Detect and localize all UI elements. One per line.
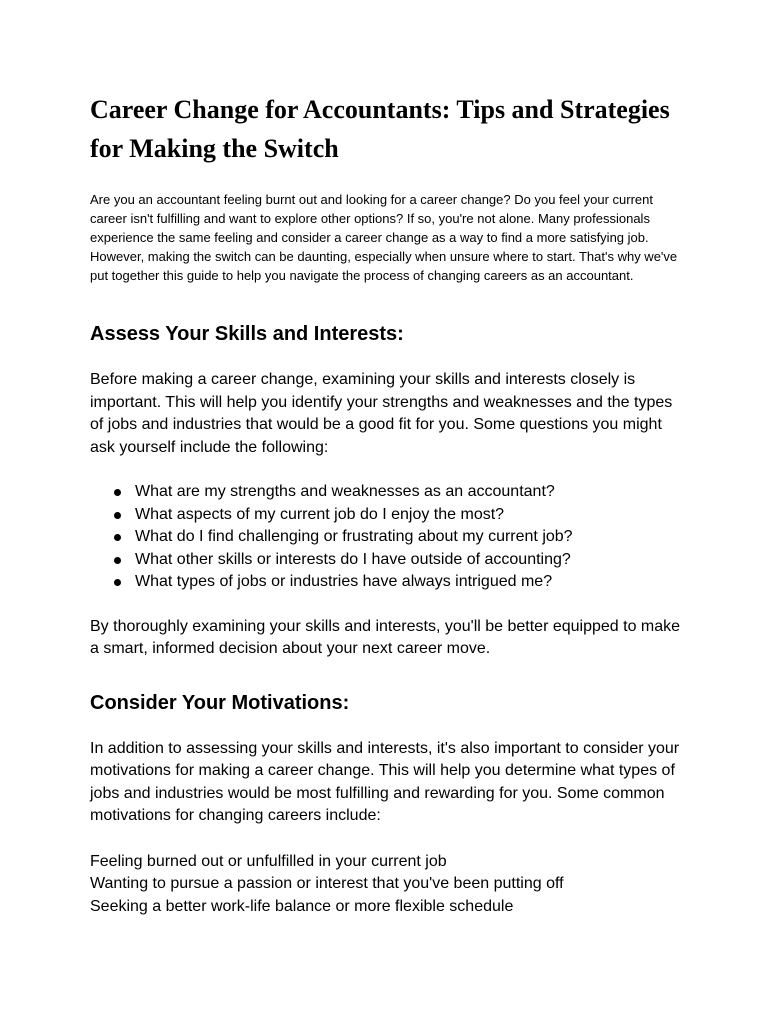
- document-page: [90, 90, 690, 918]
- list-item: What do I find challenging or frustrating about my current job?: [90, 526, 690, 549]
- questions-bullet-list: [90, 481, 690, 594]
- section-heading-motivations: Consider Your Motivations:: [90, 691, 350, 714]
- list-item: Feeling burned out or unfulfilled in your current job: [90, 852, 447, 870]
- bullet-icon: [114, 579, 121, 586]
- motivations-paragraph: In addition to assessing your skills and interests, it's also important to consider your motivations for making a career change. This will help you determine what types of jobs and industries would be most fulfilling and rewarding for you. Some common motivations for changing careers include:: [90, 739, 680, 824]
- bullet-icon: [114, 557, 121, 564]
- list-item: Seeking a better work-life balance or more flexible schedule: [90, 897, 514, 915]
- bullet-icon: [114, 489, 121, 496]
- assess-skills-paragraph: Before making a career change, examining your skills and interests closely is important. This will help you identify your strengths and weaknesses and the types of jobs and industries that would be a good fit for you. Some questions you might ask yourself include the following:: [90, 371, 673, 456]
- document-title: Career Change for Accountants: Tips and Strategies for Making the Switch: [90, 95, 670, 163]
- list-item: What are my strengths and weaknesses as an accountant?: [90, 481, 690, 504]
- list-item: What aspects of my current job do I enjoy the most?: [90, 504, 690, 527]
- list-item: Wanting to pursue a passion or interest that you've been putting off: [90, 875, 564, 892]
- bullet-icon: [114, 512, 121, 519]
- list-item: What types of jobs or industries have always intrigued me?: [90, 571, 690, 594]
- bullet-icon: [114, 534, 121, 541]
- section-heading-assess-skills: Assess Your Skills and Interests:: [90, 323, 404, 345]
- intro-paragraph: Are you an accountant feeling burnt out and looking for a career change? Do you feel your current career isn't fulfilling and want to explore other options? If so, you're not alone. Many professionals experience the same feeling and consider a career change as a way to find a more satisfying job. However, making the switch can be daunting, especially when unsure where to start. That's why we've put together this guide to help you navigate the process of changing careers as an accountant.: [90, 192, 678, 283]
- assess-skills-closing-paragraph: By thoroughly examining your skills and interests, you'll be better equipped to make a smart, informed decision about your next career move.: [90, 617, 681, 657]
- list-item: What other skills or interests do I have outside of accounting?: [90, 549, 690, 572]
- motivations-list: [90, 851, 690, 919]
